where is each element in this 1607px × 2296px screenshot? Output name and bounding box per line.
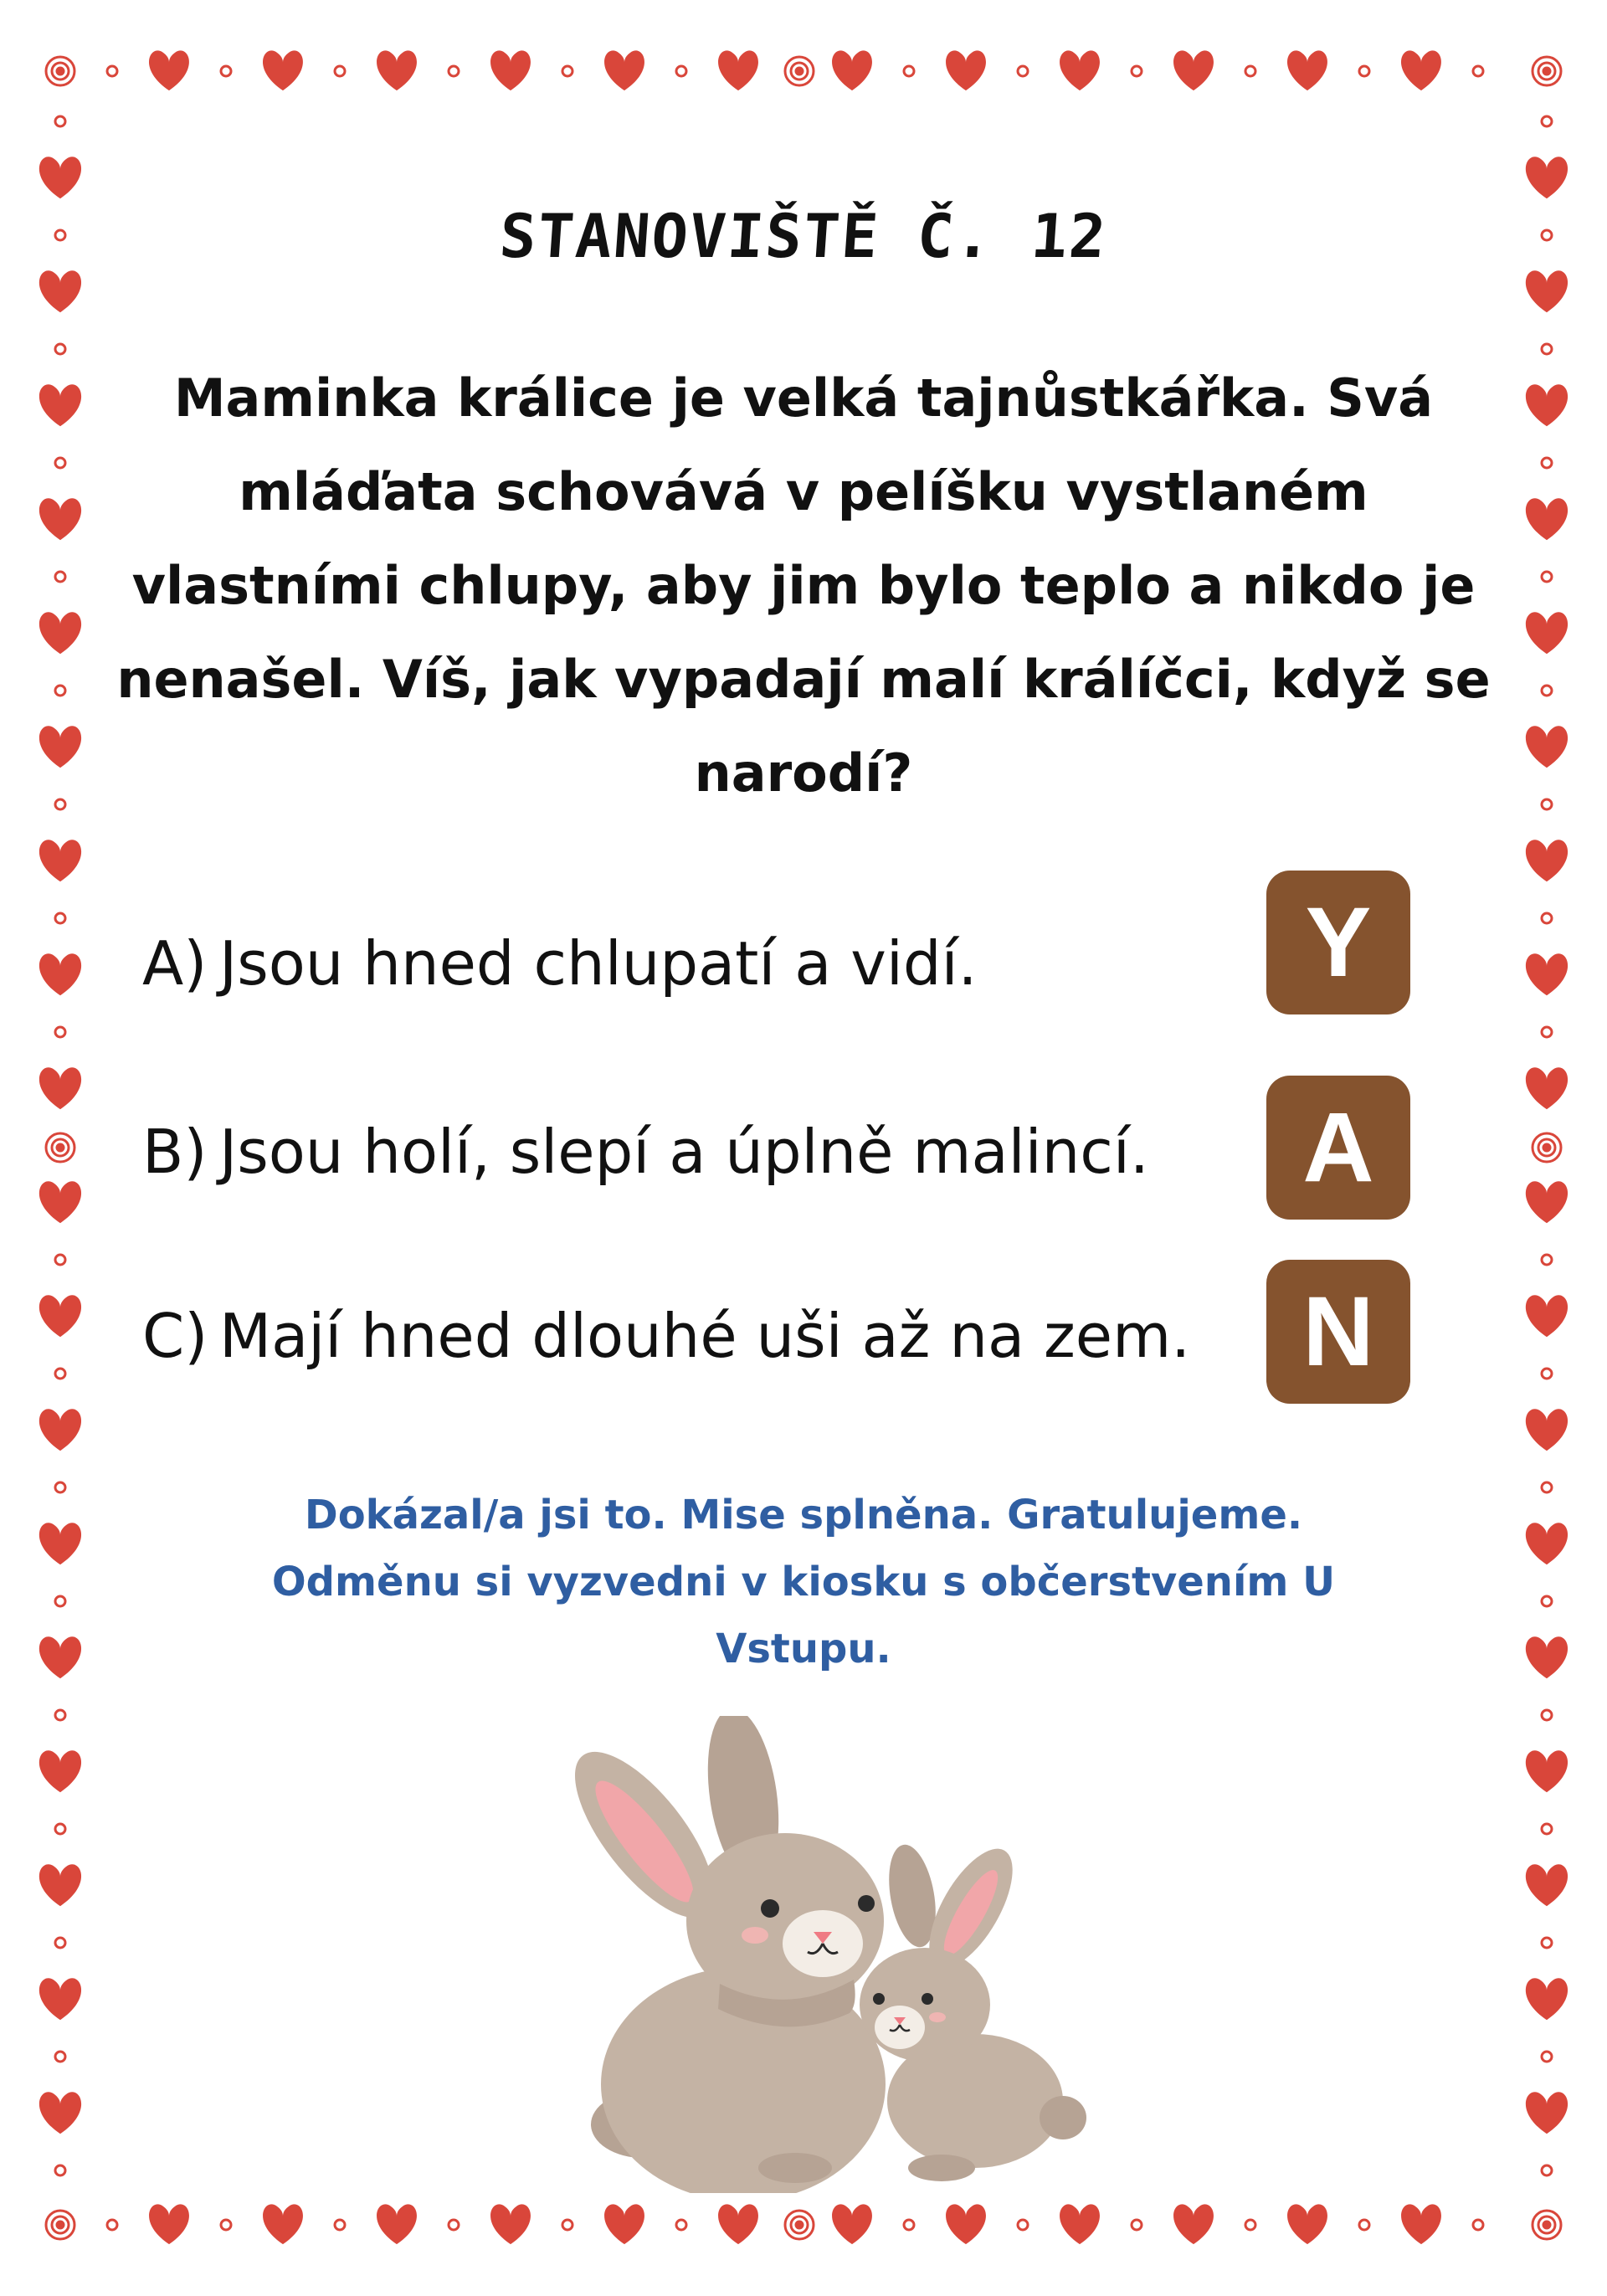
heart-icon: [1287, 50, 1327, 90]
dot-icon: [1542, 1482, 1552, 1492]
target-icon: [46, 57, 74, 85]
question-text: Maminka králice je velká tajnůstkářka. Svá mláďata schovává v pelíšku vystlaném vlastními chlupy, aby jim bylo teplo a nikdo je nenašel. Víš, jak vypadají malí králíčci, když se narodí?: [116, 367, 1491, 804]
answer-text: Jsou hned chlupatí a vidí.: [219, 928, 978, 999]
dot-icon: [107, 2220, 117, 2230]
answer-code-badge-b: A: [1266, 1076, 1410, 1220]
heart-icon: [1526, 1067, 1568, 1109]
heart-icon: [39, 498, 81, 540]
answer-letter: A): [142, 928, 208, 999]
heart-icon: [490, 50, 531, 90]
baby-rabbit: [860, 1836, 1086, 2181]
dot-icon: [55, 2052, 65, 2062]
dot-icon: [1542, 344, 1552, 354]
dot-icon: [1473, 66, 1483, 76]
heart-icon: [946, 50, 986, 90]
answer-letter: C): [142, 1301, 208, 1371]
heart-icon: [1526, 1523, 1568, 1564]
answer-letter: B): [142, 1117, 208, 1187]
heart-icon: [1173, 2204, 1214, 2244]
dot-icon: [1018, 66, 1028, 76]
target-icon: [46, 2211, 74, 2239]
dot-icon: [1542, 2165, 1552, 2175]
heart-icon: [39, 1864, 81, 1906]
answer-code-badge-c: N: [1266, 1260, 1410, 1404]
heart-icon: [1526, 498, 1568, 540]
dot-icon: [55, 1824, 65, 1834]
dot-icon: [55, 1596, 65, 1606]
dot-icon: [1542, 1596, 1552, 1606]
dot-icon: [55, 1482, 65, 1492]
dot-icon: [1132, 66, 1142, 76]
answer-option-a: [142, 891, 1398, 1035]
dot-icon: [55, 913, 65, 923]
dot-icon: [1542, 1710, 1552, 1720]
dot-icon: [221, 66, 231, 76]
heart-icon: [377, 2204, 417, 2244]
completion-line: Odměnu si vyzvedni v kiosku s občerstvením U: [271, 1559, 1336, 1605]
dot-icon: [1018, 2220, 1028, 2230]
heart-icon: [39, 2092, 81, 2134]
dot-icon: [1542, 799, 1552, 809]
dot-icon: [1542, 2052, 1552, 2062]
heart-icon: [1526, 1750, 1568, 1792]
heart-icon: [946, 2204, 986, 2244]
heart-icon: [1526, 953, 1568, 995]
heart-icon: [832, 2204, 872, 2244]
heart-icon: [718, 50, 758, 90]
dot-icon: [904, 66, 914, 76]
answer-text: Mají hned dlouhé uši až na zem.: [219, 1301, 1191, 1371]
dot-icon: [335, 2220, 345, 2230]
answer-option-c: [142, 1264, 1398, 1408]
dot-icon: [1245, 2220, 1255, 2230]
heart-icon: [1526, 157, 1568, 198]
heart-icon: [1526, 2092, 1568, 2134]
heart-icon: [1526, 726, 1568, 768]
answer-option-b: [142, 1080, 1398, 1224]
heart-icon: [377, 50, 417, 90]
dot-icon: [1542, 572, 1552, 582]
heart-icon: [39, 1750, 81, 1792]
dot-icon: [1542, 1938, 1552, 1948]
dot-icon: [1542, 116, 1552, 126]
heart-icon: [1060, 50, 1100, 90]
heart-icon: [39, 157, 81, 198]
heart-icon: [39, 1067, 81, 1109]
heart-icon: [832, 50, 872, 90]
completion-line: Vstupu.: [716, 1626, 891, 1672]
dot-icon: [1542, 686, 1552, 696]
dot-icon: [676, 66, 686, 76]
dot-icon: [1542, 1027, 1552, 1037]
dot-icon: [1473, 2220, 1483, 2230]
heart-icon: [1401, 50, 1441, 90]
dot-icon: [1245, 66, 1255, 76]
dot-icon: [107, 66, 117, 76]
heart-icon: [1401, 2204, 1441, 2244]
heart-icon: [1526, 384, 1568, 426]
target-icon: [46, 1133, 74, 1162]
dot-icon: [1542, 458, 1552, 468]
dot-icon: [1359, 66, 1369, 76]
heart-icon: [39, 953, 81, 995]
dot-icon: [676, 2220, 686, 2230]
page-title: STANOVIŠTĚ Č. 12: [497, 201, 1110, 271]
heart-icon: [39, 384, 81, 426]
target-icon: [785, 2211, 814, 2239]
heart-icon: [1526, 840, 1568, 881]
target-icon: [785, 57, 814, 85]
dot-icon: [55, 686, 65, 696]
dot-icon: [1542, 1824, 1552, 1834]
answer-text: Jsou holí, slepí a úplně malincí.: [219, 1117, 1149, 1187]
heart-icon: [1526, 612, 1568, 654]
completion-line: Dokázal/a jsi to. Mise splněna. Gratulujeme.: [304, 1492, 1303, 1538]
completion-message: [218, 1482, 1389, 1682]
dot-icon: [449, 66, 459, 76]
dot-icon: [562, 2220, 572, 2230]
heart-icon: [1526, 270, 1568, 312]
heart-icon: [39, 612, 81, 654]
heart-icon: [718, 2204, 758, 2244]
heart-icon: [1060, 2204, 1100, 2244]
target-icon: [1533, 1133, 1561, 1162]
heart-icon: [39, 1295, 81, 1337]
heart-icon: [39, 1978, 81, 2020]
heart-icon: [604, 2204, 644, 2244]
dot-icon: [55, 2165, 65, 2175]
dot-icon: [55, 572, 65, 582]
heart-icon: [1173, 50, 1214, 90]
target-icon: [1533, 57, 1561, 85]
heart-icon: [1526, 1181, 1568, 1223]
dot-icon: [1542, 1369, 1552, 1379]
heart-icon: [39, 270, 81, 312]
heart-icon: [39, 1409, 81, 1451]
heart-icon: [1526, 1636, 1568, 1678]
dot-icon: [55, 1027, 65, 1037]
heart-icon: [149, 2204, 189, 2244]
heart-icon: [39, 726, 81, 768]
heart-icon: [149, 50, 189, 90]
heart-icon: [1526, 1409, 1568, 1451]
dot-icon: [1542, 913, 1552, 923]
dot-icon: [55, 344, 65, 354]
answer-code-badge-a: Y: [1266, 871, 1410, 1014]
dot-icon: [335, 66, 345, 76]
dot-icon: [55, 116, 65, 126]
dot-icon: [1132, 2220, 1142, 2230]
heart-icon: [1526, 1978, 1568, 2020]
dot-icon: [1359, 2220, 1369, 2230]
dot-icon: [1542, 1255, 1552, 1265]
dot-icon: [55, 1369, 65, 1379]
dot-icon: [55, 1255, 65, 1265]
heart-icon: [490, 2204, 531, 2244]
heart-icon: [39, 1636, 81, 1678]
heart-icon: [263, 2204, 303, 2244]
heart-icon: [39, 840, 81, 881]
heart-icon: [1287, 2204, 1327, 2244]
heart-icon: [604, 50, 644, 90]
dot-icon: [449, 2220, 459, 2230]
heart-icon: [39, 1181, 81, 1223]
dot-icon: [562, 66, 572, 76]
heart-icon: [263, 50, 303, 90]
heart-icon: [1526, 1295, 1568, 1337]
rabbit-illustration: [519, 1716, 1105, 2193]
heart-icon: [39, 1523, 81, 1564]
dot-icon: [55, 1938, 65, 1948]
mother-rabbit: [551, 1716, 886, 2193]
dot-icon: [55, 458, 65, 468]
dot-icon: [221, 2220, 231, 2230]
dot-icon: [55, 1710, 65, 1720]
dot-icon: [55, 799, 65, 809]
target-icon: [1533, 2211, 1561, 2239]
heart-icon: [1526, 1864, 1568, 1906]
dot-icon: [904, 2220, 914, 2230]
